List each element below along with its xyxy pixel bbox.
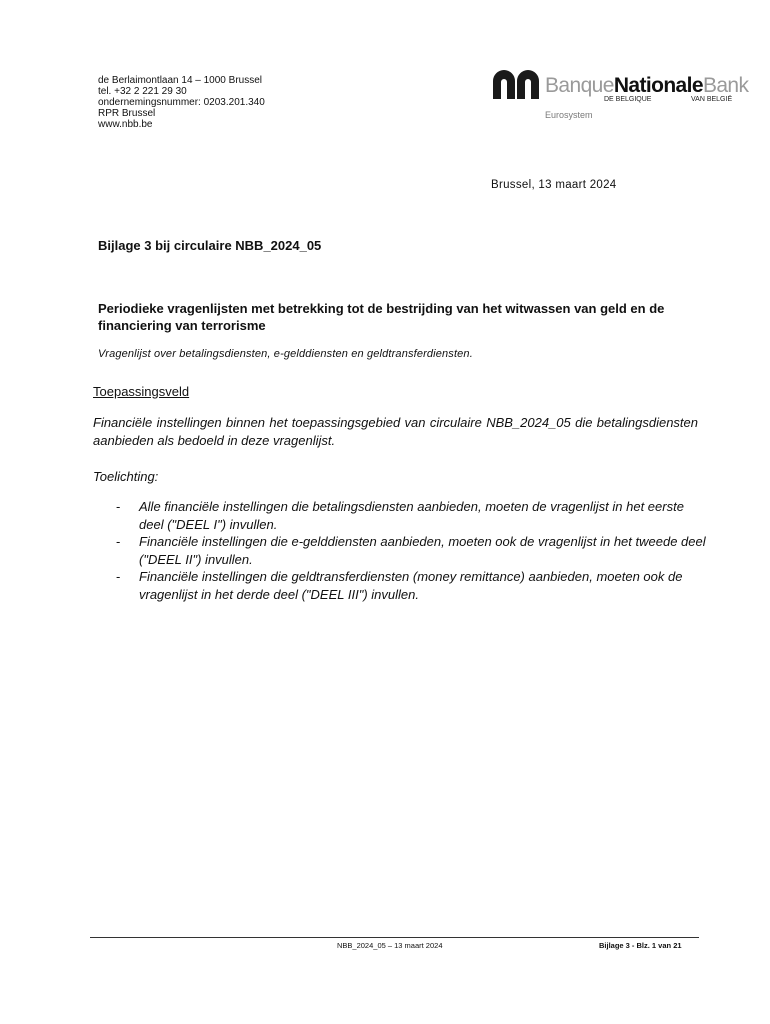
annex-title: Bijlage 3 bij circulaire NBB_2024_05 [98,238,322,253]
list-item-text: Financiële instellingen die e-gelddiensten aanbieden, moeten ook de vragenlijst in het tweede deel ("DEEL II") invullen. [139,534,706,567]
footer-page-number: Bijlage 3 - Blz. 1 van 21 [599,941,682,950]
nbb-logo-mark-icon [493,67,541,99]
footer-divider [90,937,699,938]
logo-word-banque: Banque [545,74,614,97]
list-bullet: - [116,534,121,549]
address-website: www.nbb.be [98,119,153,130]
list-item [116,498,706,533]
address-company-number: ondernemingsnummer: 0203.201.340 [98,97,265,108]
scope-heading: Toepassingsveld [93,384,190,399]
sender-address [98,75,265,130]
list-item-text: Financiële instellingen die geldtransferdiensten (money remittance) aanbieden, moeten ook de vragenlijst in het derde deel ("DEEL III") invullen. [139,569,683,602]
address-phone: tel. +32 2 221 29 30 [98,86,187,97]
scope-text: Financiële instellingen binnen het toepassingsgebied van circulaire NBB_2024_05 die betalingsdiensten aanbieden als bedoeld in deze vragenlijst. [93,415,698,448]
questionnaire-subtitle: Vragenlijst over betalingsdiensten, e-gelddiensten en geldtransferdiensten. [98,348,473,360]
nbb-logo [493,67,749,123]
logo-sub-van-belgie: VAN BELGIË [691,96,733,103]
logo-word-nationale: Nationale [613,74,703,97]
address-register: RPR Brussel [98,108,156,119]
document-date: Brussel, 13 maart 2024 [491,179,617,191]
logo-word-bank: Bank [702,74,749,97]
main-title: Periodieke vragenlijsten met betrekking tot de bestrijding van het witwassen van geld en de financiering van terrorisme [98,301,665,333]
logo-sub-de-belgique: DE BELGIQUE [604,96,652,103]
footer-reference: NBB_2024_05 – 13 maart 2024 [337,941,443,950]
list-item-text: Alle financiële instellingen die betalingsdiensten aanbieden, moeten de vragenlijst in het eerste deel ("DEEL I") invullen. [139,499,684,532]
list-item [116,533,706,568]
explanation-list [116,498,706,603]
address-street: de Berlaimontlaan 14 – 1000 Brussel [98,75,262,86]
list-item [116,568,706,603]
list-bullet: - [116,499,121,514]
list-bullet: - [116,569,121,584]
explanation-heading: Toelichting: [93,469,159,484]
logo-wordmark [545,75,748,97]
logo-eurosystem: Eurosystem [545,110,593,120]
